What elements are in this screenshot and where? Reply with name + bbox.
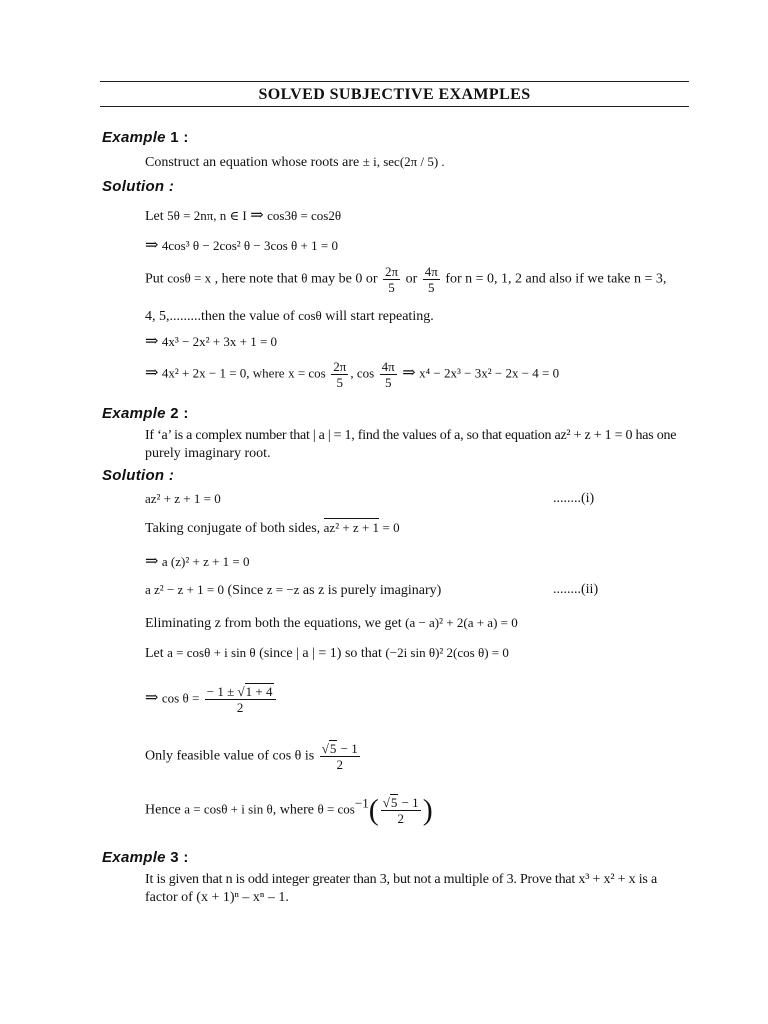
conjugate-expression: az² + z + 1: [323, 520, 380, 535]
equation: cosθ = x: [167, 270, 212, 286]
solution-word: Solution :: [102, 467, 175, 484]
solution-word: Solution :: [102, 178, 175, 195]
sol2-line-5: [145, 615, 518, 632]
fraction: $\frac{4\pi}{5}$: [424, 264, 438, 295]
equation: 4x³ − 2x² + 3x + 1 = 0: [161, 334, 278, 349]
equation: a (z)² + z + 1 = 0: [161, 554, 250, 569]
example-number: 1 :: [170, 129, 189, 146]
implies-symbol: ⇒: [145, 689, 159, 707]
inverse-superscript: −1: [354, 795, 369, 811]
fraction: $\frac{√5 - 1}{2}$: [321, 741, 358, 772]
sol2-line-3: [145, 551, 250, 571]
implies-symbol: ⇒: [145, 333, 159, 350]
theta-symbol: θ: [301, 270, 308, 286]
put-word: Put: [145, 271, 164, 287]
text: , where: [272, 802, 314, 818]
fraction: $\frac{4\pi}{5}$: [381, 359, 395, 390]
text: 4, 5,.........then the value of: [145, 309, 295, 324]
example-number: 3 :: [170, 849, 189, 866]
equation: a = cosθ + i sin θ: [184, 801, 273, 817]
equation: = 0: [382, 520, 400, 535]
text: Only feasible value of cos θ is: [145, 748, 315, 764]
equation: cos3θ = cos2θ: [267, 208, 342, 223]
example-1-label: [102, 129, 189, 146]
fraction: $\frac{2\pi}{5}$: [333, 359, 347, 390]
text: for n = 0, 1, 2 and also if we take n = 3,: [445, 271, 667, 287]
equation: a z² − z + 1 = 0: [145, 582, 224, 597]
implies-symbol: ⇒: [145, 553, 159, 570]
text: Taking conjugate of both sides,: [145, 521, 321, 536]
example-word: Example: [102, 849, 166, 866]
equation: 4cos³ θ − 2cos² θ − 3cos θ + 1 = 0: [161, 238, 338, 253]
solution-2-label: [102, 467, 174, 484]
implies-symbol: ⇒: [250, 207, 264, 224]
sol2-line-8: [145, 741, 362, 772]
fraction: $\frac{2\pi}{5}$: [384, 264, 399, 295]
right-paren: ): [422, 793, 433, 827]
text: may be 0 or: [311, 271, 378, 287]
equation: (a − a)² + 2(a + a) = 0: [405, 615, 518, 630]
left-paren: (: [368, 793, 379, 827]
question-math: ± i, sec(2π / 5) .: [362, 154, 445, 169]
equation: az² + z + 1 = 0: [145, 491, 221, 506]
sol2-line-6: [145, 645, 509, 662]
equation: 5θ = 2nπ, n ∈ I: [167, 208, 247, 223]
fraction: $\frac{√5 - 1}{2}$: [382, 795, 419, 826]
text: (Since: [227, 583, 264, 598]
example-2-label: [102, 405, 189, 422]
example-word: Example: [102, 405, 166, 422]
equation: , cos: [350, 365, 375, 381]
example-number: 2 :: [170, 405, 189, 422]
sol1-line-2: [145, 235, 338, 255]
equation-tag-ii: ........(ii): [553, 582, 599, 597]
equation: x = cos: [288, 365, 326, 381]
example-1-question: [145, 154, 445, 171]
text: as z is purely imaginary): [302, 583, 442, 598]
example-3-question-line-1: It is given that n is odd integer greater than 3, but not a multiple of 3. Prove that x³ + x² + x is a: [145, 872, 657, 887]
sol1-line-3: [145, 264, 666, 295]
equation: z = −z: [266, 582, 300, 597]
example-2-question-line-1: If ‘a’ is a complex number that | a | = 1, find the values of a, so that equation az² + z + 1 = 0 has one: [145, 428, 677, 443]
example-2-question-line-2: purely imaginary root.: [145, 446, 271, 461]
top-rule: [100, 81, 689, 82]
equation: (−2i sin θ)² 2(cos θ) = 0: [385, 645, 509, 660]
implies-symbol: ⇒: [145, 237, 159, 254]
equation: a = cosθ + i sin θ: [167, 645, 256, 660]
text: or: [405, 271, 418, 287]
sol2-line-1: [145, 491, 221, 508]
equation: x⁴ − 2x³ − 3x² − 2x − 4 = 0: [419, 365, 560, 381]
let-word: Let: [145, 646, 164, 661]
implies-symbol: ⇒: [145, 364, 159, 382]
sol1-line-4: [145, 308, 434, 325]
question-text: Construct an equation whose roots are: [145, 155, 360, 170]
example-3-label: [102, 849, 189, 866]
text: Eliminating z from both the equations, we get: [145, 616, 402, 631]
implies-symbol: ⇒: [402, 364, 416, 382]
text: will start repeating.: [325, 309, 434, 324]
equation: cos θ =: [161, 690, 200, 706]
sol2-line-7: [145, 684, 278, 715]
text: , here note that: [214, 271, 298, 287]
let-word: Let: [145, 209, 164, 224]
sol2-line-4: [145, 582, 441, 599]
sol1-line-1: [145, 205, 341, 225]
text: (since | a | = 1) so that: [259, 646, 382, 661]
example-word: Example: [102, 129, 166, 146]
equation: θ = cos: [317, 801, 355, 817]
page-heading: SOLVED SUBJECTIVE EXAMPLES: [258, 86, 531, 103]
hence-word: Hence: [145, 802, 181, 818]
solution-1-label: [102, 178, 174, 195]
equation-tag-i: ........(i): [553, 491, 595, 506]
sol2-line-9: [145, 795, 433, 826]
sol1-line-5: [145, 331, 277, 351]
equation: 4x² + 2x − 1 = 0, where: [161, 365, 285, 381]
example-3-question-line-2: factor of (x + 1)ⁿ – xⁿ – 1.: [145, 890, 289, 905]
sol1-line-6: [145, 359, 559, 390]
equation: cosθ: [298, 308, 322, 323]
heading-underline: [100, 106, 689, 107]
fraction: $\frac{- 1 \pm √1 + 4}{2}$: [205, 684, 276, 715]
sol2-line-2: [145, 520, 400, 537]
